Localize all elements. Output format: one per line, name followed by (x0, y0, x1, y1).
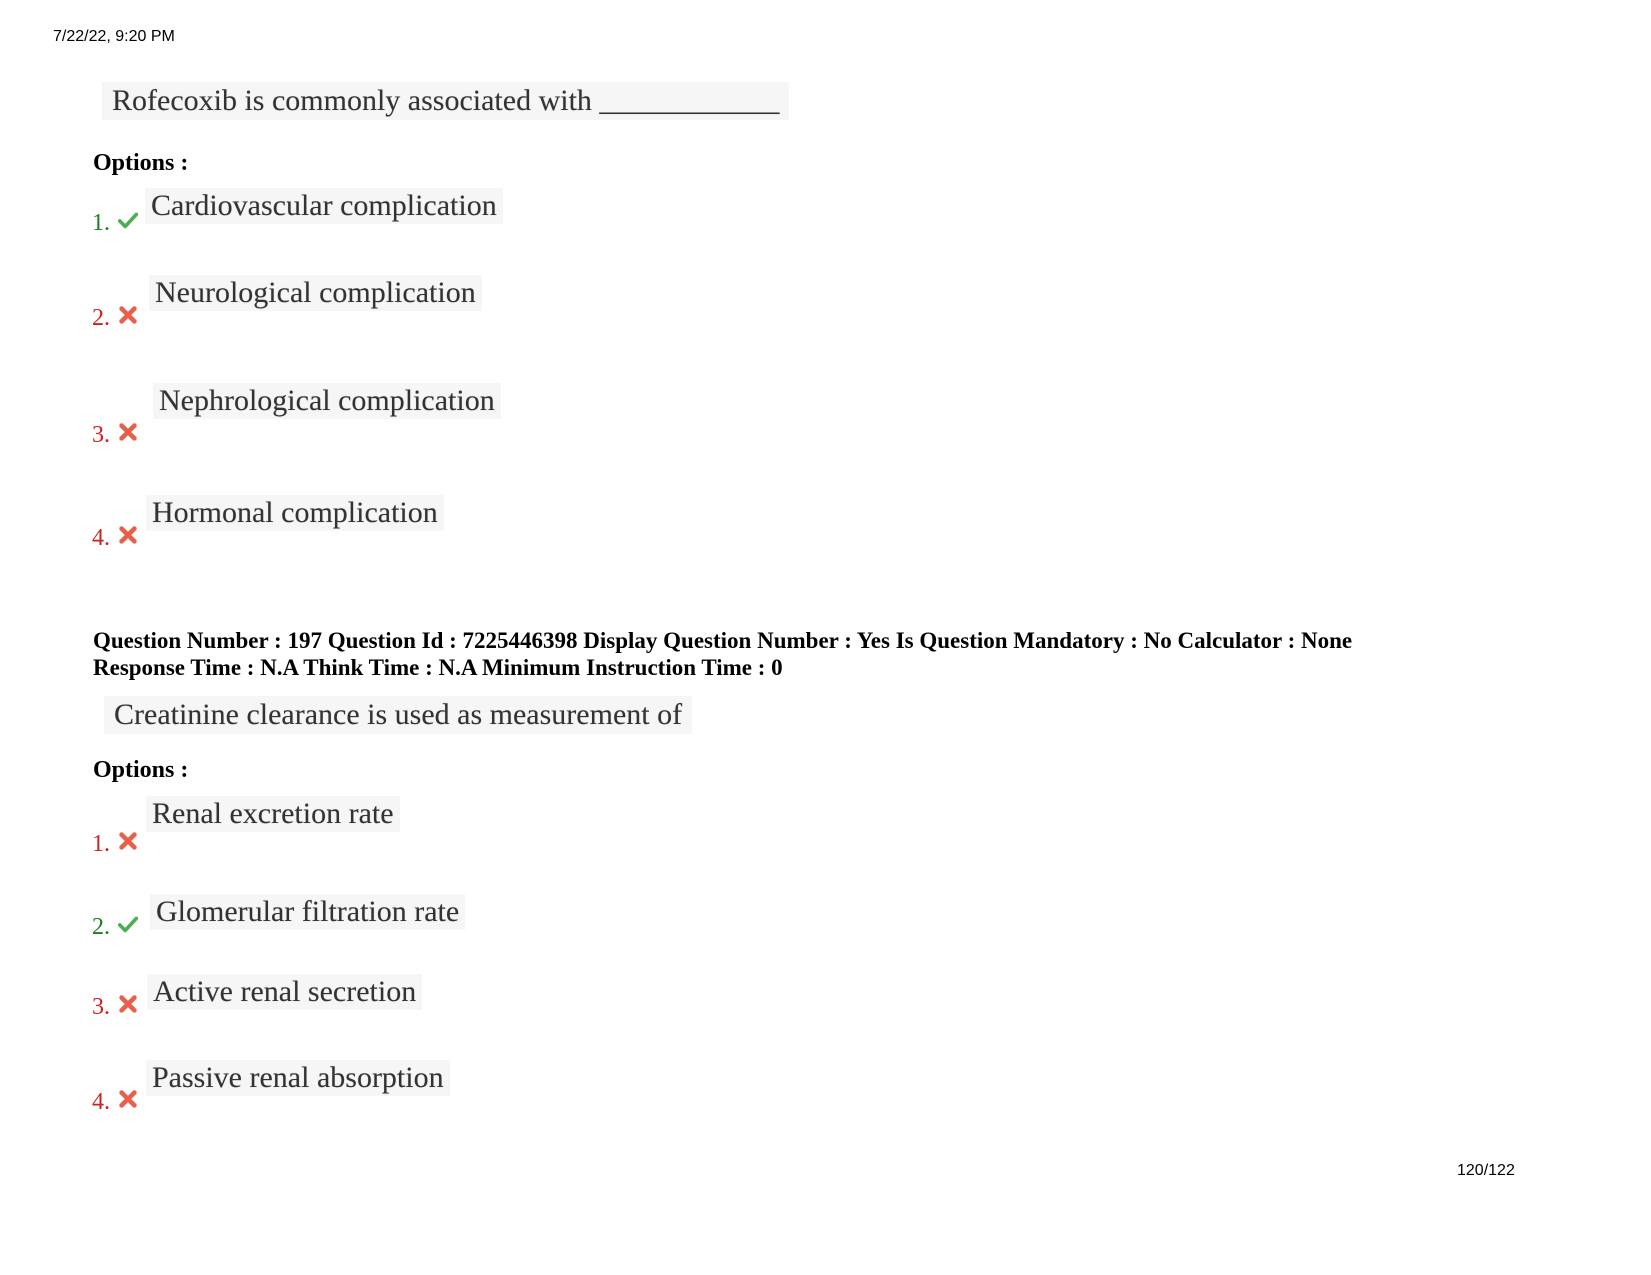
check-icon (117, 913, 139, 935)
option-text: Hormonal complication (146, 495, 444, 531)
option-text: Active renal secretion (147, 974, 422, 1010)
option-number: 2. (92, 914, 110, 940)
cross-icon (117, 993, 139, 1015)
option-number: 3. (92, 422, 110, 448)
cross-icon (117, 1088, 139, 1110)
option-text: Renal excretion rate (146, 796, 400, 832)
option-text: Passive renal absorption (146, 1060, 450, 1096)
option-number: 1. (92, 831, 110, 857)
options-label: Options : (93, 757, 189, 783)
cross-icon (117, 304, 139, 326)
options-label: Options : (93, 150, 189, 176)
cross-icon (117, 524, 139, 546)
option-number: 3. (92, 994, 110, 1020)
option-number: 2. (92, 305, 110, 331)
option-text: Nephrological complication (153, 383, 501, 419)
question-196-text: Rofecoxib is commonly associated with ____________ (102, 82, 789, 120)
print-timestamp: 7/22/22, 9:20 PM (53, 28, 175, 45)
option-text: Neurological complication (149, 275, 482, 311)
option-number: 1. (92, 210, 110, 236)
cross-icon (117, 830, 139, 852)
option-number: 4. (92, 525, 110, 551)
option-text: Glomerular filtration rate (150, 894, 465, 930)
option-number: 4. (92, 1089, 110, 1115)
question-meta-line-1: Question Number : 197 Question Id : 7225446398 Display Question Number : Yes Is Question Mandatory : No Calculator : None (93, 628, 1353, 653)
question-meta-line-2: Response Time : N.A Think Time : N.A Minimum Instruction Time : 0 (93, 655, 783, 680)
option-text: Cardiovascular complication (145, 188, 503, 224)
cross-icon (117, 421, 139, 443)
check-icon (117, 209, 139, 231)
question-197-text: Creatinine clearance is used as measurement of (104, 696, 692, 734)
page-indicator: 120/122 (1457, 1162, 1515, 1179)
